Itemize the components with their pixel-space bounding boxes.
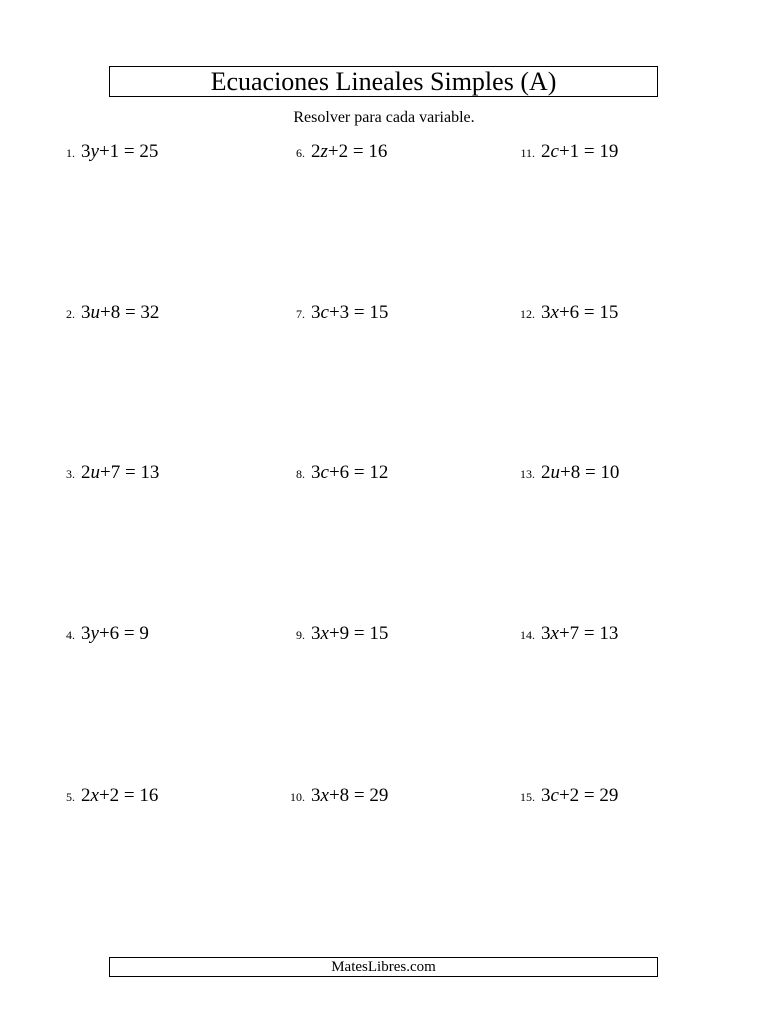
equation-variable: x xyxy=(320,785,329,806)
equation-rest: +8 = 32 xyxy=(100,302,160,323)
equation-coefficient: 3 xyxy=(541,623,551,644)
worksheet-title xyxy=(109,66,658,97)
equation-coefficient: 2 xyxy=(541,141,551,162)
problem-item xyxy=(495,462,619,484)
equation-variable: c xyxy=(550,785,559,806)
problem-number: 14. xyxy=(520,628,535,642)
problem-item xyxy=(265,141,387,163)
problem-item xyxy=(265,462,388,484)
problem-item xyxy=(35,785,158,807)
equation-coefficient: 3 xyxy=(311,623,321,644)
equation-coefficient: 3 xyxy=(81,302,91,323)
problem-number: 15. xyxy=(520,790,535,804)
equation-variable: z xyxy=(320,141,328,162)
equation xyxy=(311,302,388,324)
equation xyxy=(311,785,388,807)
title-text: Ecuaciones Lineales Simples (A) xyxy=(210,66,557,96)
problem-item xyxy=(265,785,388,807)
equation-coefficient: 3 xyxy=(81,623,91,644)
equation-rest: +7 = 13 xyxy=(558,623,619,644)
problem-number: 5. xyxy=(66,790,75,804)
equation-variable: x xyxy=(550,623,559,644)
problem-number: 13. xyxy=(520,467,535,481)
equation-rest: +2 = 16 xyxy=(98,785,159,806)
equation-rest: +9 = 15 xyxy=(328,623,389,644)
equation-variable: c xyxy=(320,462,329,483)
equation xyxy=(541,623,618,645)
equation-rest: +7 = 13 xyxy=(100,462,160,483)
equation-coefficient: 2 xyxy=(81,785,91,806)
equation-variable: x xyxy=(90,785,99,806)
problem-number: 12. xyxy=(520,307,535,321)
problem-item xyxy=(265,623,388,645)
equation-coefficient: 2 xyxy=(311,141,321,162)
equation-coefficient: 2 xyxy=(81,462,91,483)
equation xyxy=(311,141,387,163)
equation xyxy=(541,462,619,484)
equation-rest: +8 = 10 xyxy=(560,462,620,483)
equation xyxy=(81,462,159,484)
equation-variable: u xyxy=(90,302,100,323)
equation-coefficient: 3 xyxy=(311,302,321,323)
equation-rest: +2 = 29 xyxy=(558,785,619,806)
footer-text: MatesLibres.com xyxy=(331,958,436,975)
equation xyxy=(541,141,618,163)
equation-variable: u xyxy=(550,462,560,483)
equation-rest: +1 = 19 xyxy=(558,141,619,162)
problem-number: 8. xyxy=(296,467,305,481)
equation xyxy=(311,462,388,484)
problem-item xyxy=(495,623,618,645)
problem-item xyxy=(495,785,618,807)
equation xyxy=(81,623,149,645)
problem-number: 9. xyxy=(296,628,305,642)
equation-rest: +1 = 25 xyxy=(98,141,159,162)
problem-item xyxy=(35,302,159,324)
equation-coefficient: 3 xyxy=(311,462,321,483)
problem-item xyxy=(35,623,149,645)
problem-number: 1. xyxy=(66,146,75,160)
problem-item xyxy=(35,462,159,484)
equation xyxy=(81,785,158,807)
equation xyxy=(81,141,158,163)
equation-variable: y xyxy=(90,623,99,644)
problem-number: 2. xyxy=(66,307,75,321)
problem-number: 6. xyxy=(296,146,305,160)
equation-variable: y xyxy=(90,141,99,162)
equation-coefficient: 3 xyxy=(311,785,321,806)
problem-number: 11. xyxy=(520,146,535,160)
equation-variable: c xyxy=(550,141,559,162)
equation-coefficient: 3 xyxy=(541,785,551,806)
problem-item xyxy=(495,141,618,163)
equation-coefficient: 2 xyxy=(541,462,551,483)
equation-coefficient: 3 xyxy=(541,302,551,323)
problem-item xyxy=(495,302,618,324)
problem-item xyxy=(265,302,388,324)
problem-item xyxy=(35,141,158,163)
instructions: Resolver para cada variable. xyxy=(293,109,475,126)
equation-variable: u xyxy=(90,462,100,483)
problem-number: 7. xyxy=(296,307,305,321)
problem-number: 10. xyxy=(290,790,305,804)
equation-rest: +6 = 15 xyxy=(558,302,619,323)
equation-rest: +6 = 12 xyxy=(328,462,389,483)
problem-number: 4. xyxy=(66,628,75,642)
equation xyxy=(541,785,618,807)
footer xyxy=(109,957,658,977)
equation-variable: x xyxy=(550,302,559,323)
problem-number: 3. xyxy=(66,467,75,481)
equation-variable: c xyxy=(320,302,329,323)
equation xyxy=(541,302,618,324)
equation-coefficient: 3 xyxy=(81,141,91,162)
equation-rest: +6 = 9 xyxy=(98,623,149,644)
equation xyxy=(81,302,159,324)
equation-rest: +3 = 15 xyxy=(328,302,389,323)
equation-variable: x xyxy=(320,623,329,644)
equation-rest: +8 = 29 xyxy=(328,785,389,806)
equation-rest: +2 = 16 xyxy=(327,141,388,162)
equation xyxy=(311,623,388,645)
